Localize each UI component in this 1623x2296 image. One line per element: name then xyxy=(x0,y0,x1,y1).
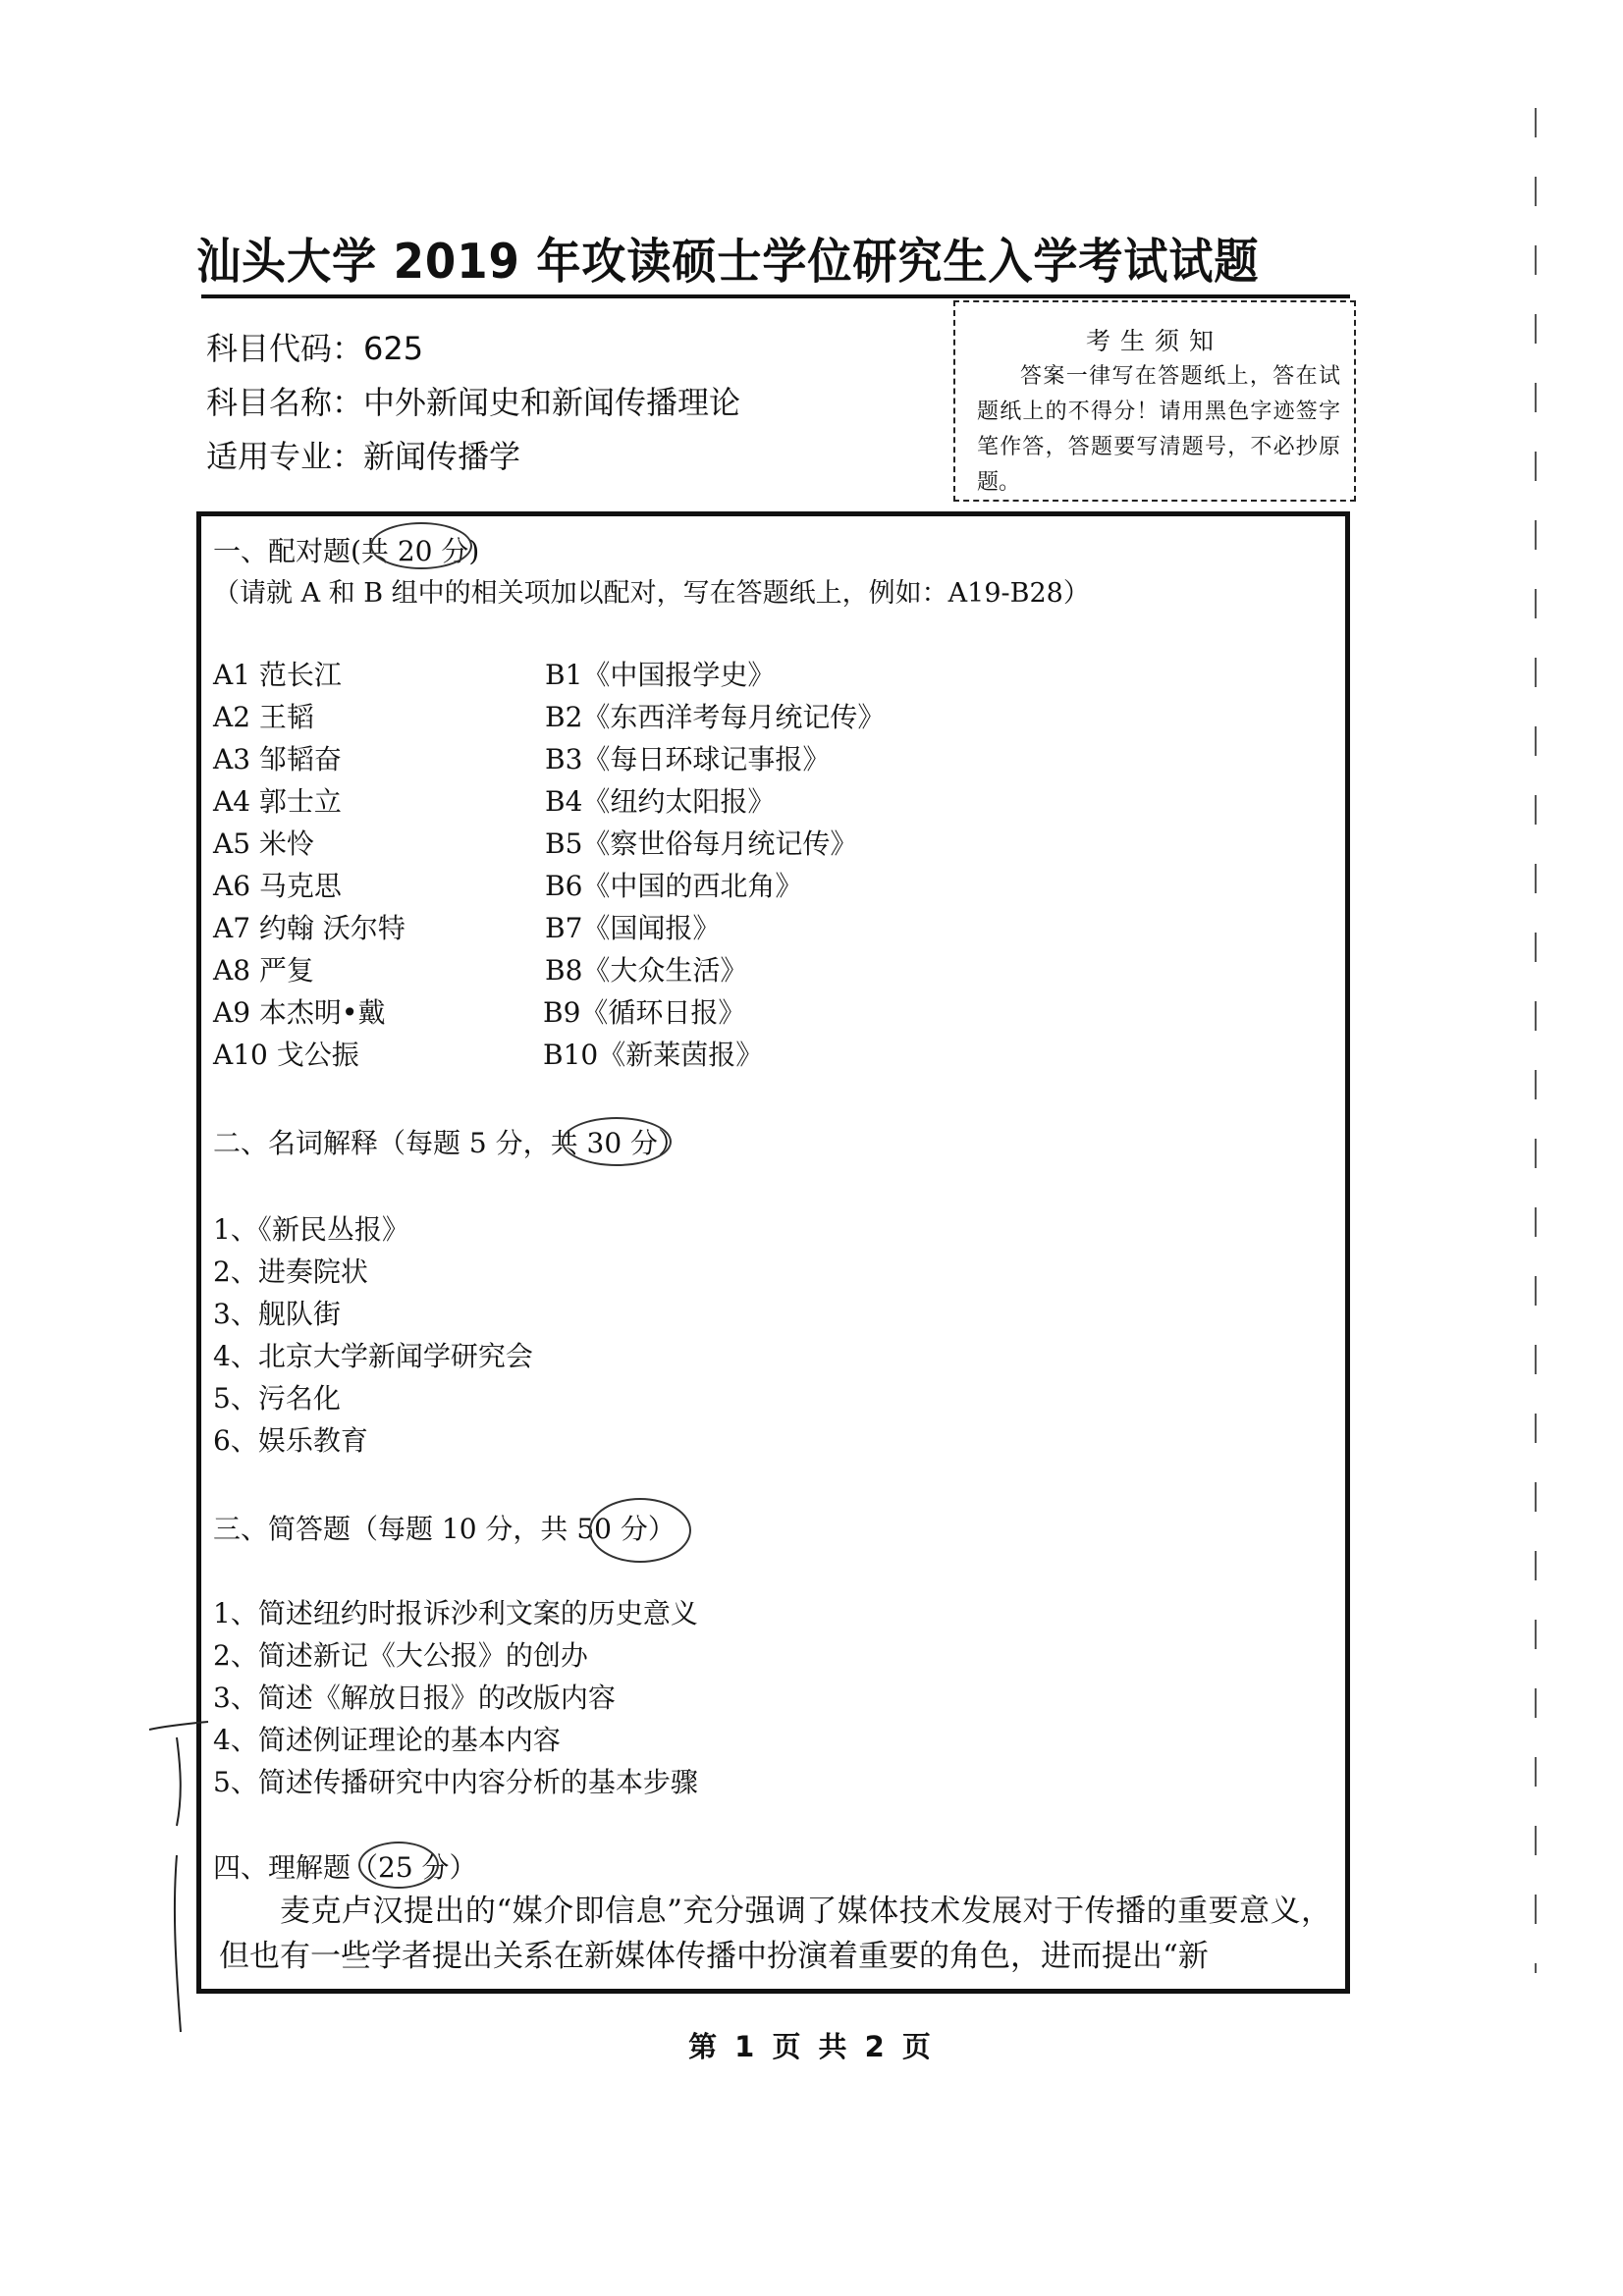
group-b-item: B3《每日环球记事报》 xyxy=(545,743,831,775)
question-item: 4、简述例证理论的基本内容 xyxy=(213,1724,561,1756)
section4-paragraph: 麦克卢汉提出的“媒介即信息”充分强调了媒体技术发展对于传播的重要意义，但也有一些学者提出关系在新媒体传播中扮演着重要的角色，进而提出“新 xyxy=(219,1894,1331,1974)
group-b-item: B10《新莱茵报》 xyxy=(543,1039,764,1071)
handwritten-circle-mark xyxy=(358,1842,439,1889)
group-a-item: A2 王韬 xyxy=(213,701,314,733)
group-b-item: B8《大众生活》 xyxy=(545,954,748,987)
applicable-major: 适用专业：新闻传播学 xyxy=(206,438,521,475)
exam-title: 汕头大学 2019 年攻读硕士学位研究生入学考试试题 xyxy=(196,234,1260,290)
group-b-item: B9《循环日报》 xyxy=(543,996,746,1029)
term-item: 3、舰队街 xyxy=(213,1298,341,1330)
page-number: 第 1 页 共 2 页 xyxy=(688,2030,935,2063)
handwritten-circle-mark xyxy=(589,1498,691,1563)
group-a-item: A3 邹韬奋 xyxy=(213,743,342,775)
group-b-item: B4《纽约太阳报》 xyxy=(545,785,776,818)
question-item: 1、简述纽约时报诉沙利文案的历史意义 xyxy=(213,1597,698,1629)
group-a-item: A10 戈公振 xyxy=(213,1039,359,1071)
term-item: 4、北京大学新闻学研究会 xyxy=(213,1340,533,1372)
group-a-item: A6 马克思 xyxy=(213,870,342,902)
section3-heading: 三、简答题（每题 10 分，共 50 分） xyxy=(213,1513,676,1545)
group-b-item: B7《国闻报》 xyxy=(545,912,721,944)
group-b-item: B1《中国报学史》 xyxy=(545,659,776,691)
candidate-notice-box xyxy=(953,300,1356,502)
subject-code: 科目代码：625 xyxy=(206,330,424,367)
group-b-item: B6《中国的西北角》 xyxy=(545,870,803,902)
section2-heading: 二、名词解释（每题 5 分，共 30 分） xyxy=(213,1127,686,1159)
term-item: 1、《新民丛报》 xyxy=(213,1213,409,1246)
notice-title: 考生须知 xyxy=(1085,327,1223,355)
group-a-item: A5 米怜 xyxy=(213,828,314,860)
handwritten-circle-mark xyxy=(562,1117,672,1166)
group-a-item: A1 范长江 xyxy=(213,659,342,691)
scan-edge-artifact xyxy=(1535,108,1537,1973)
section1-heading: 一、配对题(共 20 分) xyxy=(213,535,480,567)
group-b-item: B5《察世俗每月统记传》 xyxy=(545,828,858,860)
title-underline xyxy=(201,294,1350,298)
section1-instruction: （请就 A 和 B 组中的相关项加以配对，写在答题纸上，例如：A19-B28） xyxy=(213,578,1090,609)
question-item: 2、简述新记《大公报》的创办 xyxy=(213,1639,588,1672)
term-item: 6、娱乐教育 xyxy=(213,1424,368,1457)
question-item: 3、简述《解放日报》的改版内容 xyxy=(213,1682,616,1714)
group-a-item: A9 本杰明•戴 xyxy=(213,996,386,1029)
section4-heading: 四、理解题（25 分） xyxy=(213,1851,477,1884)
group-a-item: A7 约翰 沃尔特 xyxy=(213,912,406,944)
subject-name: 科目名称：中外新闻史和新闻传播理论 xyxy=(206,384,741,421)
question-box xyxy=(196,511,1350,1994)
group-a-item: A4 郭士立 xyxy=(213,785,342,818)
handwritten-circle-mark xyxy=(370,522,472,569)
notice-body: 答案一律写在答题纸上，答在试题纸上的不得分！请用黑色字迹签字笔作答，答题要写清题号，不必抄原题。 xyxy=(977,364,1340,495)
group-a-item: A8 严复 xyxy=(213,954,314,987)
question-item: 5、简述传播研究中内容分析的基本步骤 xyxy=(213,1766,698,1798)
term-item: 2、进奏院状 xyxy=(213,1255,368,1288)
term-item: 5、污名化 xyxy=(213,1382,341,1415)
handwritten-margin-mark xyxy=(147,1708,226,2042)
group-b-item: B2《东西洋考每月统记传》 xyxy=(545,701,886,733)
